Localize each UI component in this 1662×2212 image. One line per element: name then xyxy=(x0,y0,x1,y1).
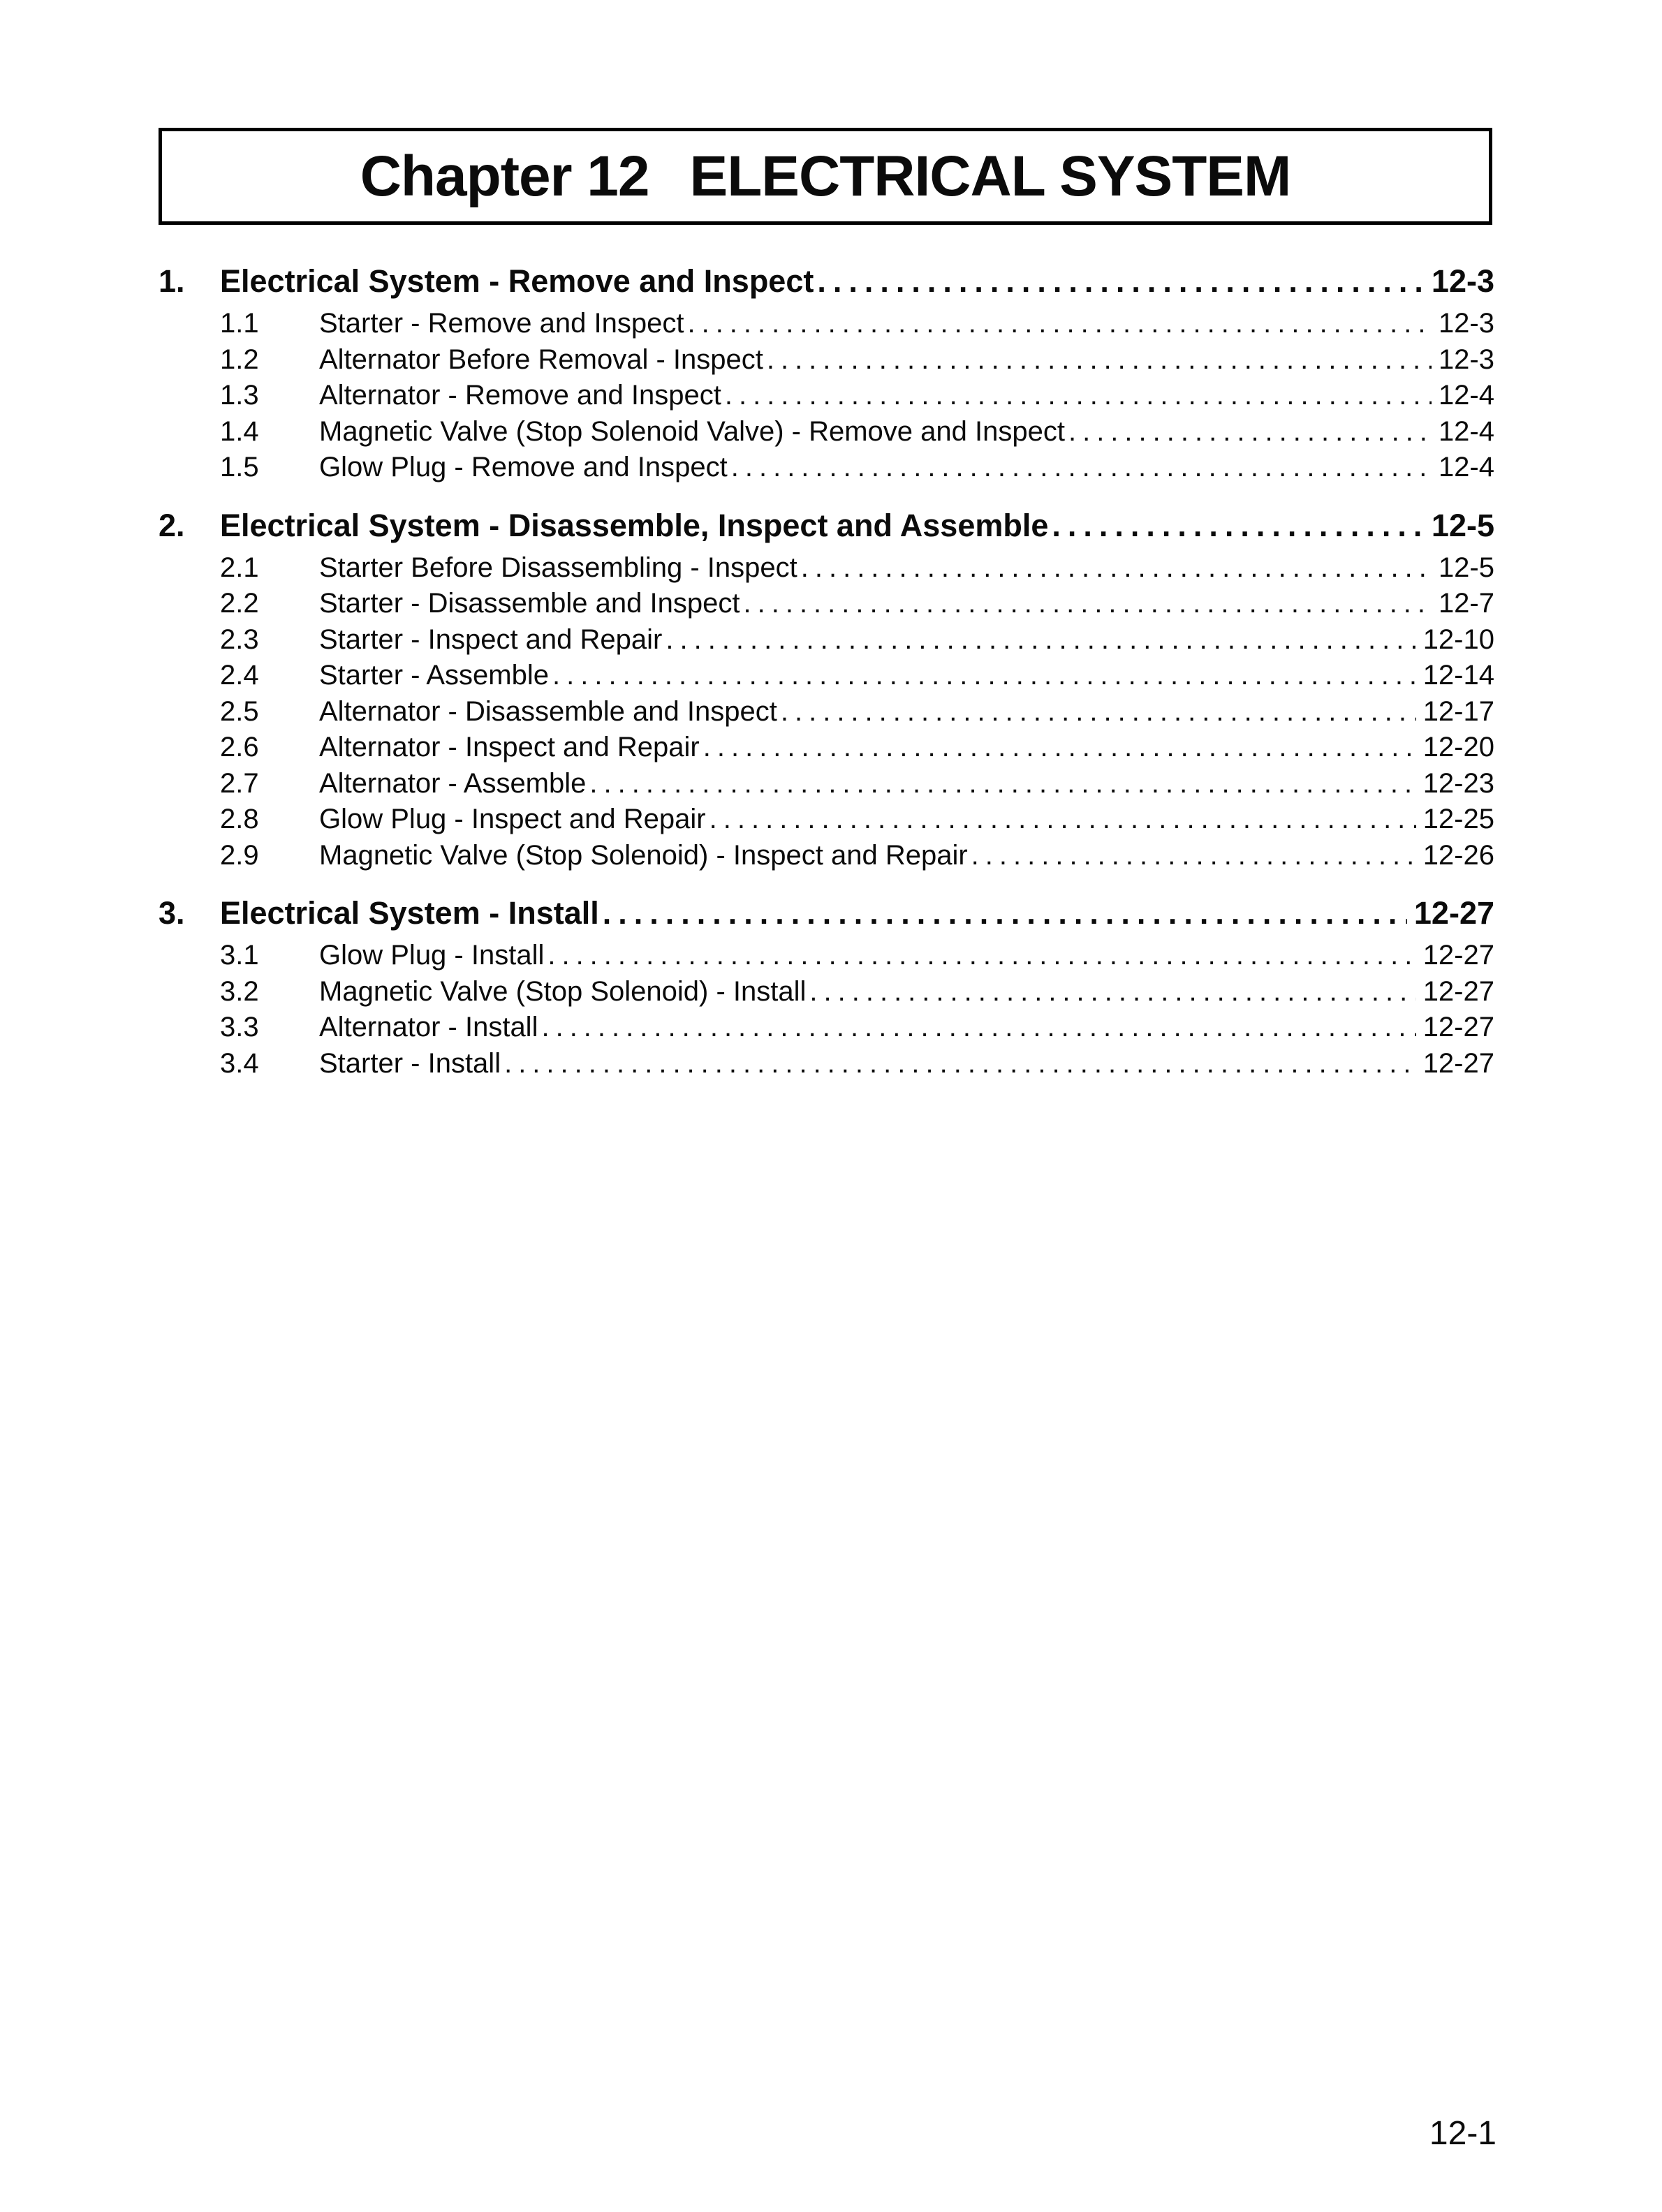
item-number: 3.4 xyxy=(220,1047,259,1079)
item-title: Glow Plug - Remove and Inspect xyxy=(319,452,728,482)
page-title xyxy=(360,144,1291,209)
toc-item-row xyxy=(220,414,1494,450)
item-number: 2.4 xyxy=(220,660,259,691)
toc-item-row xyxy=(220,378,1494,414)
toc-item-row xyxy=(220,802,1494,838)
item-title: Glow Plug - Install xyxy=(319,940,545,971)
toc-item-row xyxy=(220,450,1494,486)
item-number: 1.2 xyxy=(220,344,259,375)
item-page-number: 12-27 xyxy=(1422,1012,1494,1042)
dot-leader xyxy=(700,730,1416,766)
item-page-number: 12-20 xyxy=(1422,732,1494,762)
dot-leader xyxy=(549,658,1416,694)
chapter-title-box xyxy=(159,128,1492,225)
toc-item-row xyxy=(220,938,1494,974)
toc-section xyxy=(159,892,1494,1082)
item-number: 1.5 xyxy=(220,452,259,482)
dot-leader xyxy=(728,450,1432,486)
item-number: 2.1 xyxy=(220,552,259,583)
item-page-number: 12-4 xyxy=(1438,380,1494,411)
section-title: Electrical System - Install xyxy=(220,895,599,931)
item-number: 1.1 xyxy=(220,308,259,339)
toc-item-row xyxy=(220,974,1494,1010)
item-number: 2.8 xyxy=(220,804,259,834)
item-page-number: 12-27 xyxy=(1422,975,1494,1007)
item-number: 1.3 xyxy=(220,380,259,411)
dot-leader xyxy=(806,974,1415,1010)
item-title: Starter - Disassemble and Inspect xyxy=(319,588,740,619)
item-title: Starter - Remove and Inspect xyxy=(319,308,684,339)
toc-item-row xyxy=(220,1046,1494,1082)
toc-item-row xyxy=(220,550,1494,587)
item-title: Alternator - Remove and Inspect xyxy=(319,380,721,411)
item-number: 2.9 xyxy=(220,839,259,871)
section-page-number: 12-3 xyxy=(1431,263,1494,299)
dot-leader xyxy=(797,550,1432,587)
item-number: 2.2 xyxy=(220,588,259,619)
item-title: Starter - Inspect and Repair xyxy=(319,624,663,655)
item-page-number: 12-7 xyxy=(1438,588,1494,619)
item-page-number: 12-27 xyxy=(1422,1047,1494,1079)
section-title: Electrical System - Disassemble, Inspect and Assemble xyxy=(220,507,1049,543)
toc-section-heading xyxy=(159,504,1494,547)
section-page-number: 12-27 xyxy=(1413,895,1494,931)
dot-leader xyxy=(721,378,1432,414)
dot-leader xyxy=(684,306,1431,342)
chapter-name: ELECTRICAL SYSTEM xyxy=(689,144,1291,208)
item-title: Magnetic Valve (Stop Solenoid) - Install xyxy=(319,975,807,1007)
dot-leader xyxy=(1048,504,1425,547)
item-number: 2.5 xyxy=(220,695,259,727)
item-page-number: 12-4 xyxy=(1438,415,1494,447)
toc-item-row xyxy=(220,342,1494,378)
item-page-number: 12-3 xyxy=(1438,344,1494,375)
dot-leader xyxy=(544,938,1415,974)
item-page-number: 12-17 xyxy=(1422,695,1494,727)
item-page-number: 12-26 xyxy=(1422,839,1494,871)
dot-leader xyxy=(814,260,1425,303)
toc-item-row xyxy=(220,766,1494,802)
item-page-number: 12-25 xyxy=(1422,804,1494,834)
dot-leader xyxy=(599,892,1407,935)
toc-item-row xyxy=(220,306,1494,342)
item-number: 2.7 xyxy=(220,767,259,799)
item-title: Starter Before Disassembling - Inspect xyxy=(319,552,797,583)
dot-leader xyxy=(968,838,1416,874)
item-title: Alternator - Install xyxy=(319,1012,538,1042)
toc xyxy=(159,260,1494,1100)
section-page-number: 12-5 xyxy=(1431,507,1494,543)
item-page-number: 12-5 xyxy=(1438,552,1494,583)
item-page-number: 12-27 xyxy=(1422,940,1494,971)
chapter-label: Chapter 12 xyxy=(360,144,649,208)
toc-item-row xyxy=(220,694,1494,730)
item-number: 3.1 xyxy=(220,940,259,971)
item-title: Alternator - Assemble xyxy=(319,767,587,799)
section-number: 1. xyxy=(159,263,185,299)
toc-section-heading xyxy=(159,892,1494,935)
dot-leader xyxy=(763,342,1432,378)
item-title: Starter - Install xyxy=(319,1047,501,1079)
item-number: 2.3 xyxy=(220,624,259,655)
item-title: Alternator - Disassemble and Inspect xyxy=(319,695,777,727)
footer-page-number: 12-1 xyxy=(1429,2115,1496,2152)
toc-item-row xyxy=(220,622,1494,658)
item-title: Glow Plug - Inspect and Repair xyxy=(319,804,706,834)
dot-leader xyxy=(586,766,1415,802)
section-number: 3. xyxy=(159,895,185,931)
item-title: Magnetic Valve (Stop Solenoid) - Inspect and Repair xyxy=(319,839,968,871)
item-page-number: 12-23 xyxy=(1422,767,1494,799)
section-title: Electrical System - Remove and Inspect xyxy=(220,263,814,299)
item-title: Magnetic Valve (Stop Solenoid Valve) - Remove and Inspect xyxy=(319,415,1065,447)
dot-leader xyxy=(538,1010,1415,1046)
dot-leader xyxy=(662,622,1415,658)
toc-item-row xyxy=(220,730,1494,766)
dot-leader xyxy=(777,694,1416,730)
dot-leader xyxy=(501,1046,1416,1082)
item-page-number: 12-14 xyxy=(1422,660,1494,691)
item-page-number: 12-3 xyxy=(1438,308,1494,339)
item-number: 3.3 xyxy=(220,1012,259,1042)
item-page-number: 12-4 xyxy=(1438,452,1494,482)
item-number: 2.6 xyxy=(220,732,259,762)
toc-item-row xyxy=(220,586,1494,622)
toc-item-row xyxy=(220,658,1494,694)
toc-item-row xyxy=(220,1010,1494,1046)
dot-leader xyxy=(740,586,1431,622)
toc-section xyxy=(159,260,1494,486)
dot-leader xyxy=(706,802,1416,838)
item-title: Alternator - Inspect and Repair xyxy=(319,732,700,762)
section-number: 2. xyxy=(159,507,185,543)
toc-item-row xyxy=(220,838,1494,874)
item-number: 1.4 xyxy=(220,415,259,447)
item-title: Alternator Before Removal - Inspect xyxy=(319,344,763,375)
toc-section xyxy=(159,504,1494,874)
dot-leader xyxy=(1065,414,1432,450)
item-title: Starter - Assemble xyxy=(319,660,550,691)
item-number: 3.2 xyxy=(220,975,259,1007)
toc-section-heading xyxy=(159,260,1494,303)
item-page-number: 12-10 xyxy=(1422,624,1494,655)
